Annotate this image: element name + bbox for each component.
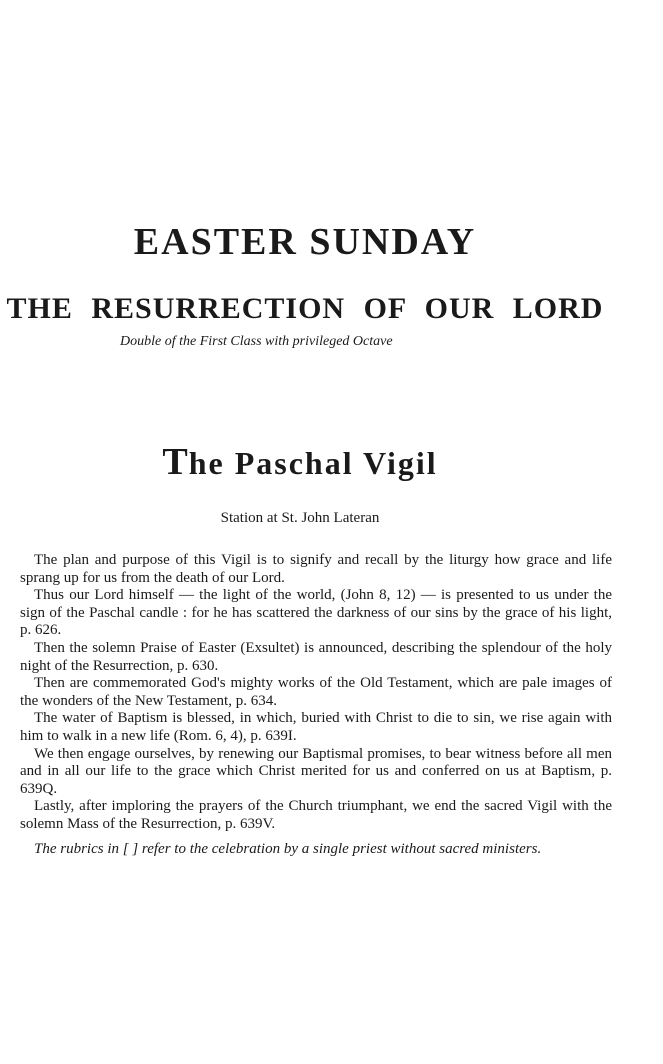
vigil-title-initial: T bbox=[162, 441, 189, 483]
feast-rank: Double of the First Class with privileged Octave bbox=[120, 334, 393, 349]
body-text bbox=[20, 552, 612, 858]
station-line: Station at St. John Lateran bbox=[220, 510, 380, 526]
paragraph: Then are commemorated God's mighty works of the Old Testament, which are pale images of the wonders of the New Testament, p. 634. bbox=[20, 675, 612, 709]
paragraph: Then the solemn Praise of Easter (Exsultet) is announced, describing the splendour of the holy night of the Resurrection, p. 630. bbox=[20, 639, 612, 674]
paragraph: Lastly, after imploring the prayers of the Church triumphant, we end the sacred Vigil with the solemn Mass of the Resurrection, p. 639V. bbox=[20, 798, 612, 832]
paragraph: The water of Baptism is blessed, in which, buried with Christ to die to sin, we rise again with him to walk in a new life (Rom. 6, 4), p. 639I. bbox=[20, 710, 612, 744]
paragraph: We then engage ourselves, by renewing our Baptismal promises, to bear witness before all men and in all our life to the grace which Christ merited for us and conferred on us at Baptism, p. 639Q. bbox=[20, 745, 612, 797]
rubric-note: The rubrics in [ ] refer to the celebration by a single priest without sacred ministers. bbox=[34, 840, 542, 857]
vigil-title-rest: he Paschal Vigil bbox=[188, 445, 438, 481]
feast-subtitle: THE RESURRECTION OF OUR LORD bbox=[6, 292, 604, 325]
vigil-title bbox=[0, 440, 600, 484]
page-title: EASTER SUNDAY bbox=[133, 221, 477, 263]
paragraph: The plan and purpose of this Vigil is to signify and recall by the liturgy how grace and life sprang up for us from the death of our Lord. bbox=[20, 552, 612, 586]
paragraph: Thus our Lord himself — the light of the world, (John 8, 12) — is presented to us under the sign of the Paschal candle : for he has scattered the darkness of our sins by the grace of his light, p. 626. bbox=[20, 587, 612, 639]
